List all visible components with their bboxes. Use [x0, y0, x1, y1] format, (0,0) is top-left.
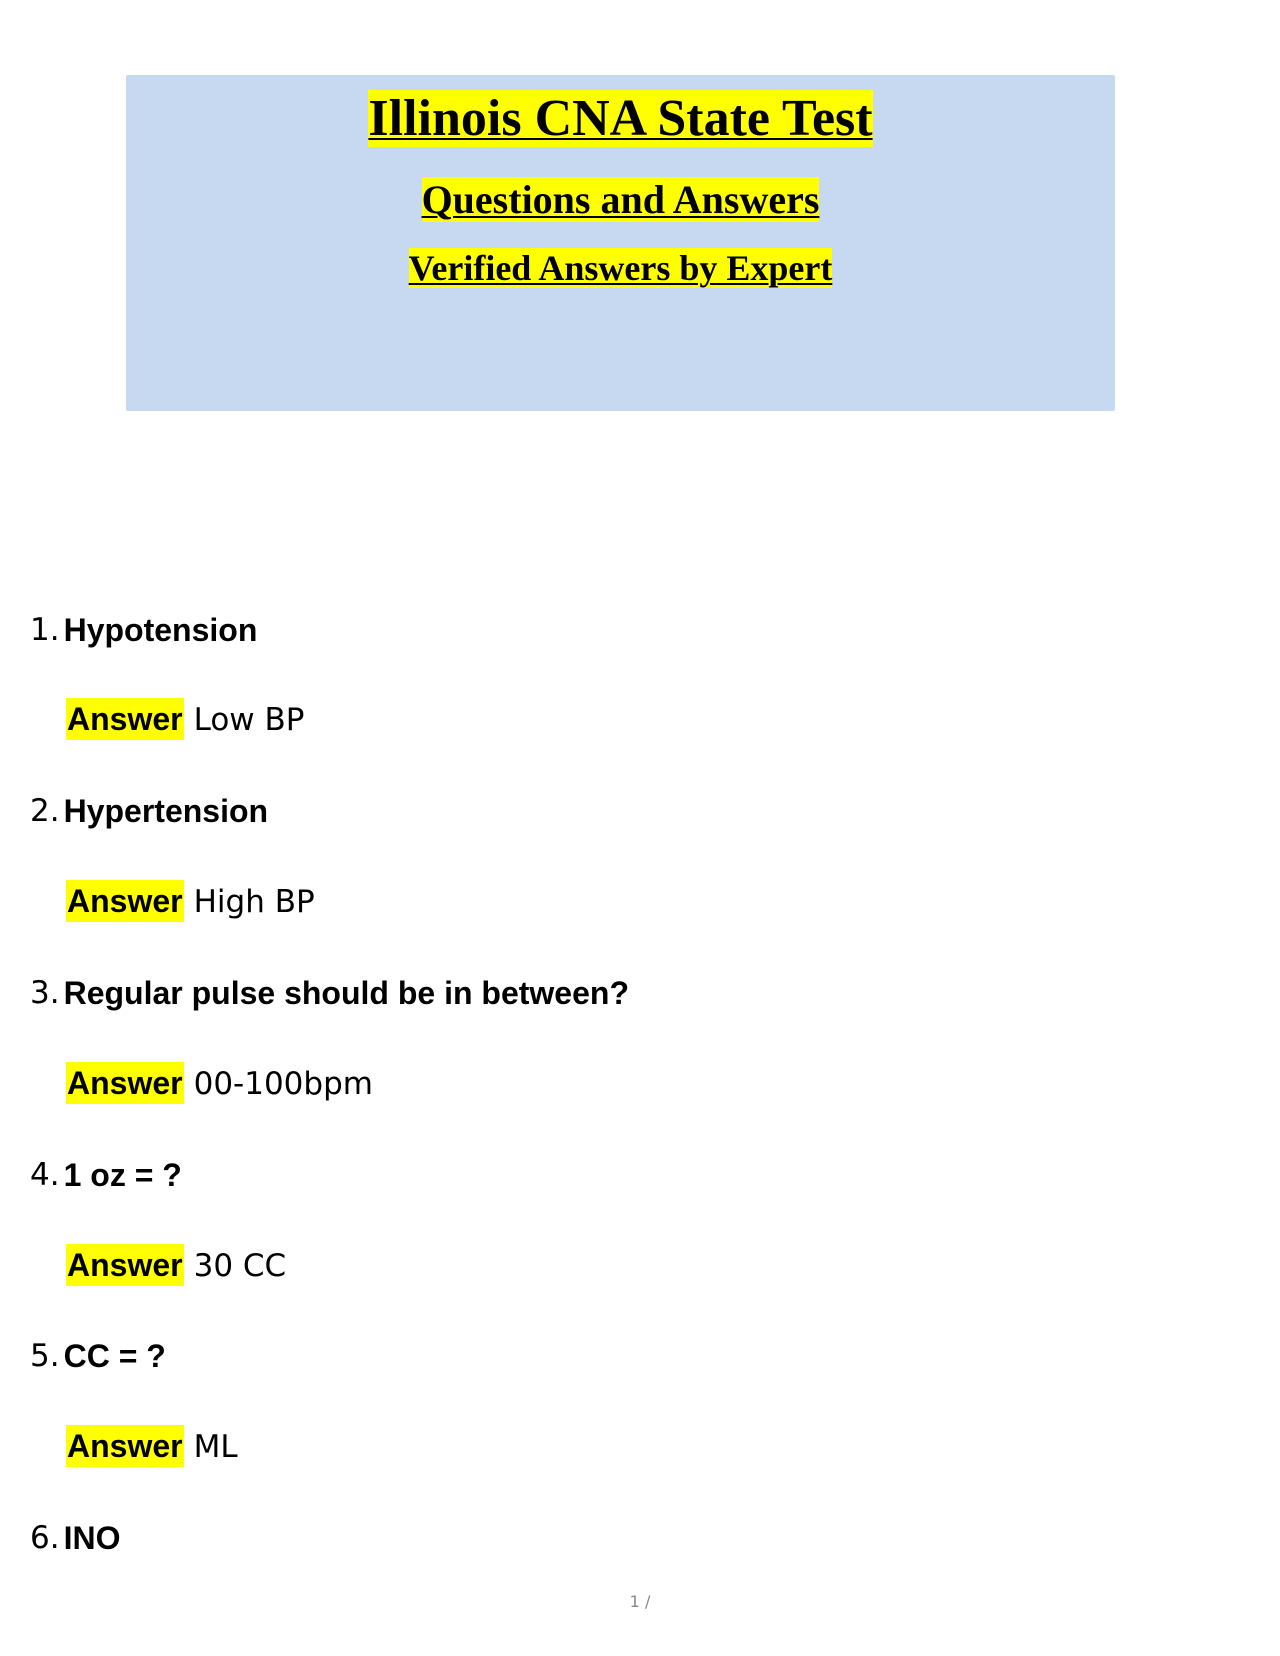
question-text: Hypertension	[63, 793, 269, 829]
question-text: Regular pulse should be in between?	[63, 975, 629, 1011]
question-number: 3.	[30, 975, 60, 1011]
answer-text: High BP	[193, 884, 315, 920]
answer-item	[66, 1062, 373, 1106]
answer-text: Low BP	[193, 702, 305, 738]
answer-label: Answer	[66, 1425, 184, 1467]
question-number: 1.	[30, 612, 60, 648]
answer-item	[66, 1244, 286, 1288]
page-number: 1 /	[629, 1592, 651, 1611]
answer-label: Answer	[66, 698, 184, 740]
answer-text: ML	[193, 1429, 238, 1465]
answer-text: 30 CC	[193, 1248, 287, 1284]
question-number: 6.	[30, 1520, 60, 1556]
question-item	[30, 1516, 120, 1560]
answer-label: Answer	[66, 1244, 184, 1286]
document-header	[126, 75, 1115, 411]
question-text: INO	[63, 1520, 121, 1556]
document-title: Illinois CNA State Test	[368, 90, 873, 147]
answer-item	[66, 1425, 238, 1469]
answer-text: 00-100bpm	[193, 1066, 373, 1102]
question-text: 1 oz = ?	[63, 1157, 182, 1193]
answer-label: Answer	[66, 880, 184, 922]
answer-label: Answer	[66, 1062, 184, 1104]
question-item	[30, 1153, 182, 1197]
document-subtitle-verified: Verified Answers by Expert	[408, 248, 833, 288]
document-subtitle: Questions and Answers	[421, 177, 820, 222]
question-item	[30, 608, 257, 652]
question-text: Hypotension	[63, 612, 258, 648]
question-item	[30, 971, 629, 1015]
answer-item	[66, 698, 304, 742]
question-number: 5.	[30, 1338, 60, 1374]
question-item	[30, 1334, 166, 1378]
question-number: 2.	[30, 793, 60, 829]
answer-item	[66, 880, 315, 924]
question-text: CC = ?	[63, 1338, 166, 1374]
question-number: 4.	[30, 1157, 60, 1193]
question-item	[30, 789, 268, 833]
